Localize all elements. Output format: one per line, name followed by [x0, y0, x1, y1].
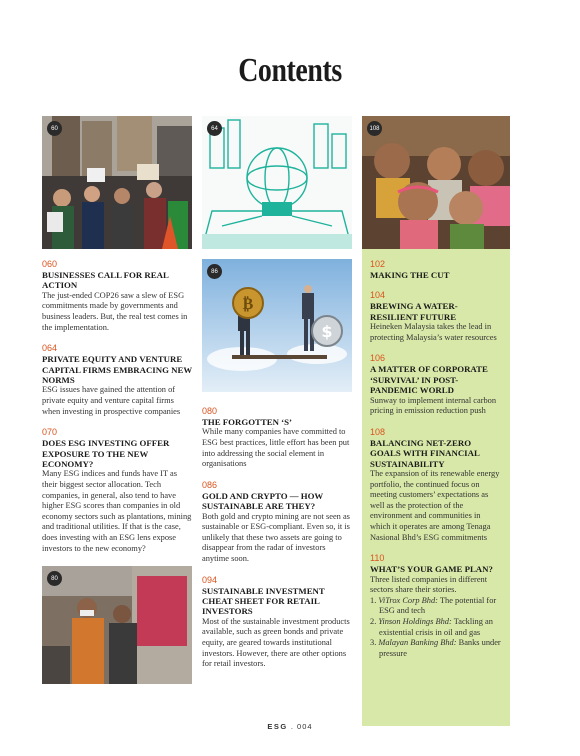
company-name: ViTrox Corp Bhd: — [378, 595, 438, 605]
toc-entry[interactable] — [42, 427, 192, 554]
entry-description: Most of the sustainable investment products available, such as green bonds and private equity, are geared towards institutional investors. However, there are other options for retail investors. — [202, 616, 350, 669]
entry-title: A MATTER OF CORPORATE ‘SURVIVAL’ IN POST-PANDEMIC WORLD — [370, 364, 488, 396]
svg-text:$: $ — [321, 322, 333, 341]
entry-description: While many companies have committed to ESG best practices, little effort has been put into addressing the social element in organisations — [202, 427, 350, 469]
column-3 — [362, 116, 510, 726]
toc-entry[interactable] — [202, 406, 352, 470]
entry-title: BUSINESSES CALL FOR REAL ACTION — [42, 270, 169, 291]
entry-title: MAKING THE CUT — [370, 270, 450, 280]
list-item: 1. ViTrox Corp Bhd: The potential for ESG and tech — [370, 595, 497, 616]
entry-page-number: 110 — [370, 553, 385, 564]
toc-entry[interactable] — [370, 290, 502, 343]
entry-page-number: 086 — [202, 479, 218, 490]
entry-description: Heineken Malaysia takes the lead in protecting Malaysia’s water resources — [370, 322, 497, 342]
entry-title: SUSTAINABLE INVESTMENT CHEAT SHEET FOR RETAIL INVESTORS — [202, 585, 325, 617]
entry-page-number: 080 — [202, 406, 218, 416]
entry-title: DOES ESG INVESTING OFFER EXPOSURE TO THE NEW ECONOMY? — [42, 438, 170, 469]
entry-title: BREWING A WATER-RESILIENT FUTURE — [370, 301, 458, 322]
page-footer — [0, 722, 580, 731]
children-illustration — [362, 116, 510, 249]
svg-text:₿: ₿ — [242, 294, 254, 313]
entry-description: The just-ended COP26 saw a slew of ESG commitments made by governments and business leaders. But, the real test comes in the implementation. — [42, 290, 188, 332]
entry-page-number: 102 — [370, 259, 386, 269]
entry-page-number: 108 — [370, 426, 386, 437]
entry-page-number: 064 — [42, 343, 58, 354]
entry-description: Three listed companies in different sectors share their stories. — [370, 574, 488, 595]
city-globe-illustration — [202, 116, 352, 249]
toc-entry[interactable] — [42, 343, 192, 417]
list-item: 2. Yinson Holdings Bhd: Tackling an existential crisis in oil and gas — [370, 616, 493, 637]
gold-crypto-illustration — [202, 259, 352, 392]
page-badge: 64 — [207, 121, 222, 136]
column-1 — [42, 116, 192, 684]
entry-title: BALANCING NET-ZERO GOALS WITH FINANCIAL SUSTAINABILITY — [370, 437, 480, 469]
photo-workers — [42, 566, 192, 684]
protest-illustration — [42, 116, 192, 249]
page-title: Contents — [238, 52, 342, 89]
entry-title: PRIVATE EQUITY AND VENTURE CAPITAL FIRMS EMBRACING NEW NORMS — [42, 354, 192, 385]
page-badge: 86 — [207, 264, 222, 279]
column-2 — [202, 116, 352, 670]
company-list — [370, 596, 502, 660]
toc-entry[interactable] — [42, 259, 192, 333]
entry-description: ESG issues have gained the attention of private equity and venture capital firms when investing in prospective companies — [42, 385, 181, 416]
entry-title: GOLD AND CRYPTO — HOW SUSTAINABLE ARE THEY? — [202, 490, 324, 512]
footer-separator: . — [290, 722, 294, 731]
list-item: 3. Malayan Banking Bhd: Banks under pressure — [370, 638, 501, 658]
entry-page-number: 094 — [202, 574, 218, 585]
footer-brand: ESG — [267, 722, 288, 731]
entry-page-number: 060 — [42, 259, 58, 269]
workers-illustration — [42, 566, 192, 684]
company-name: Yinson Holdings Bhd: — [378, 616, 452, 626]
photo-gold-crypto — [202, 259, 352, 392]
photo-climate-protest — [42, 116, 192, 249]
entry-title: THE FORGOTTEN ‘S’ — [202, 417, 292, 427]
entry-description: Sunway to implement internal carbon pricing in emission reduction push — [370, 395, 497, 416]
entry-page-number: 070 — [42, 427, 58, 438]
toc-entry[interactable] — [370, 553, 502, 659]
company-name: Malayan Banking Bhd: — [378, 638, 457, 648]
toc-entry[interactable] — [370, 259, 502, 280]
photo-city-globe — [202, 116, 352, 249]
entry-page-number: 106 — [370, 353, 386, 364]
toc-entry[interactable] — [370, 427, 502, 543]
entry-title: WHAT’S YOUR GAME PLAN? — [370, 564, 493, 575]
entry-description: The expansion of its renewable energy portfolio, the continued focus on meeting customers’ expectations as well as the protection of the environment and communities in which it operates are among Tenaga Nasional Bhd’s ESG commitments — [370, 469, 500, 542]
page-badge: 108 — [367, 121, 382, 136]
page-badge: 80 — [47, 571, 62, 586]
footer-page-number: 004 — [297, 722, 313, 731]
page-badge: 60 — [47, 121, 62, 136]
entry-description: Many ESG indices and funds have IT as their biggest sector allocation. Tech companies, in general, also tend to have higher ESG scores than companies in old economy sectors such as plantations, mining and traditional utilities. If that is the case, does investing with an ESG lens expose investors to the new economy? — [42, 469, 192, 553]
toc-entry[interactable] — [202, 575, 352, 670]
entry-description: Both gold and crypto mining are not seen as sustainable or ESG-compliant. Even so, it is unlikely that these two assets are going to disappear from the radar of investors anytime soon. — [202, 511, 350, 563]
toc-entry[interactable] — [370, 353, 502, 416]
toc-entry[interactable] — [202, 480, 352, 565]
entry-page-number: 104 — [370, 290, 386, 301]
photo-children — [362, 116, 510, 249]
